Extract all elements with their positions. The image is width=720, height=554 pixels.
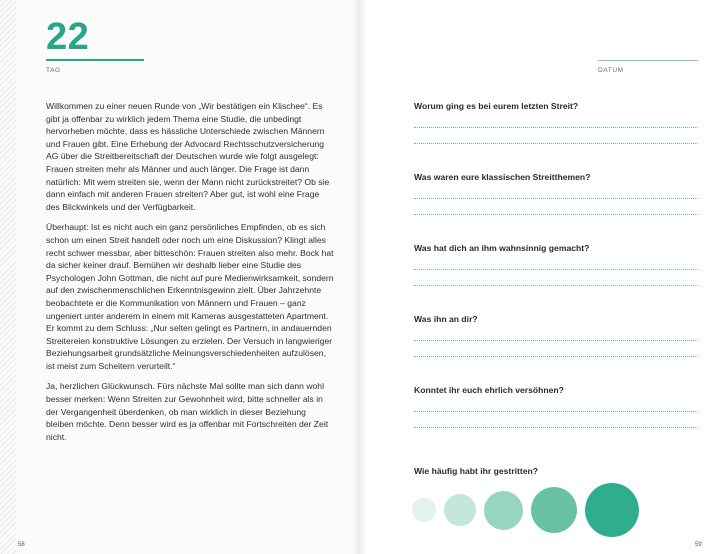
- intro-text: [46, 100, 334, 451]
- frequency-scale: [412, 480, 712, 540]
- frequency-dot-2[interactable]: [444, 494, 476, 526]
- frequency-question: Wie häufig habt ihr gestritten?: [414, 466, 539, 476]
- answer-line[interactable]: [414, 427, 698, 428]
- frequency-dot-4[interactable]: [531, 487, 578, 534]
- answer-line[interactable]: [414, 198, 698, 199]
- book-spine: [352, 0, 368, 554]
- frequency-dot-3[interactable]: [484, 491, 523, 530]
- question-text: Was waren eure klassischen Streitthemen?: [414, 172, 591, 182]
- answer-line[interactable]: [414, 285, 698, 286]
- question-block: [414, 242, 698, 313]
- question-block: [414, 100, 698, 171]
- question-text: Worum ging es bei eurem letzten Streit?: [414, 101, 579, 111]
- answer-line[interactable]: [414, 127, 698, 128]
- answer-line[interactable]: [414, 340, 698, 341]
- page-number-right: 59: [695, 542, 702, 548]
- intro-paragraph: Willkommen zu einer neuen Runde von „Wir bestätigen ein Klischee“. Es gibt ja offenbar zu wirklich jedem Thema eine Studie, die unbedingt hervorheben möchte, dass es hässliche Unterschiede zwischen Männern und Frauen gibt. Eine Erhebung der Advocard Rechtsschutzversicherung AG über die Streitbereitschaft der Deutschen wurde wie folgt ausgelegt: Frauen streiten mehr als Männer und auch länger. Die Frage ist dann natürlich: Mit wem streiten sie, wenn der Mann nicht zurückstreitet? Ob sie dann einfach mit anderen Frauen streiten? Aber gut, ist wohl eine Frage des Blickwinkels und der Verfügbarkeit.: [46, 101, 330, 212]
- question-block: [414, 313, 698, 384]
- frequency-dot-1[interactable]: [412, 498, 436, 522]
- page-edge-hatching: [0, 0, 16, 554]
- answer-line[interactable]: [414, 214, 698, 215]
- answer-line[interactable]: [414, 356, 698, 357]
- date-label: DATUM: [598, 67, 624, 74]
- question-block: [414, 171, 698, 242]
- page-number-left: 58: [18, 542, 25, 548]
- question-list: [414, 100, 698, 455]
- day-label: TAG: [46, 67, 61, 74]
- day-underline: [46, 59, 144, 61]
- question-text: Konntet ihr euch ehrlich versöhnen?: [414, 385, 564, 395]
- question-block: [414, 384, 698, 455]
- date-line[interactable]: [598, 60, 698, 61]
- question-text: Was hat dich an ihm wahnsinnig gemacht?: [414, 243, 590, 253]
- frequency-dot-5[interactable]: [585, 483, 639, 537]
- answer-line[interactable]: [414, 143, 698, 144]
- intro-paragraph: Überhaupt: Ist es nicht auch ein ganz persönliches Empfinden, ob es sich schon um einen Streit handelt oder noch um eine Diskussion? Klingt alles recht schwer messbar, aber bitteschön: Frauen streiten also mehr. Bock hat da sicher keiner drauf. Bemühen wir deshalb lieber eine Studie des Psychologen John Gottman, die nicht auf pure Medienwirksamkeit, sondern auf den zwischenmenschlichen Erkenntnisgewinn zielt. Über Jahrzehnte beobachtete er die Kommunikation von Männern und Frauen – ganz ungeniert unter anderem in einem mit Kameras ausgestatteten Apartment. Er kommt zu dem Schluss: „Nur selten gelingt es Partnern, in andauernden Streitereien konstruktive Lösungen zu erzielen. Der Versuch in langwieriger Beziehungsarbeit grundsätzliche Meinungsverschiedenheiten aufzulösen, ist meist zum Scheitern verurteilt.“: [46, 222, 334, 371]
- answer-line[interactable]: [414, 411, 698, 412]
- question-text: Was ihn an dir?: [414, 314, 478, 324]
- day-number: 22: [46, 16, 90, 58]
- answer-line[interactable]: [414, 269, 698, 270]
- intro-paragraph: Ja, herzlichen Glückwunsch. Fürs nächste Mal sollte man sich dann wohl besser merken: Wenn Streiten zur Gewohnheit wird, bitte schneller als in der Vergangenheit überdenken, ob man wirklich in dieser Beziehung bleiben möchte. Denn besser wird es ja offenbar mit Fortschreiten der Zeit nicht.: [46, 381, 329, 442]
